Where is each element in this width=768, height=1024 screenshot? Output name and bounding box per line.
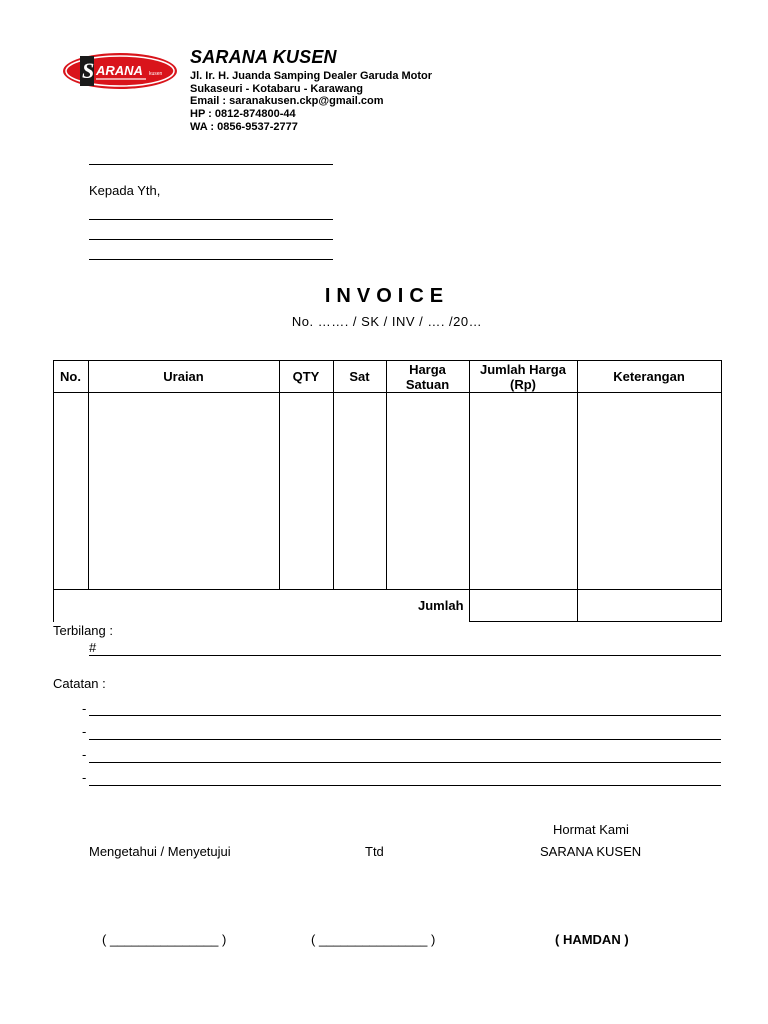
terbilang-line (89, 655, 721, 656)
header-no: No. (60, 369, 81, 384)
signature-blank-1: ( _______________ ) (102, 932, 227, 947)
recipient-line-3 (89, 259, 333, 260)
terbilang-label: Terbilang : (53, 623, 113, 638)
invoice-number: No. ……. / SK / INV / …. /20… (291, 314, 483, 329)
invoice-title: INVOICE (324, 285, 450, 307)
catatan-bullet-1: - (82, 701, 87, 716)
signature-blank-2: ( _______________ ) (311, 932, 436, 947)
ttd-label: Ttd (365, 844, 384, 859)
signatory-name: ( HAMDAN ) (555, 932, 629, 947)
catatan-label: Catatan : (53, 676, 106, 691)
date-line (89, 164, 333, 165)
hormat-kami: Hormat Kami (553, 822, 629, 837)
company-logo (62, 52, 178, 90)
catatan-line-2 (89, 739, 721, 740)
header-sat: Sat (349, 369, 370, 384)
company-address-line-1: Jl. Ir. H. Juanda Samping Dealer Garuda Motor (190, 70, 433, 82)
total-label: Jumlah (418, 598, 464, 613)
svg-text:ARANA: ARANA (96, 63, 143, 78)
recipient-line-1 (89, 219, 333, 220)
header-jumlah-harga: Jumlah Harga (Rp) (480, 361, 566, 392)
company-whatsapp: WA : 0856-9537-2777 (190, 121, 298, 133)
svg-text:kusen: kusen (149, 71, 163, 77)
recipient-label: Kepada Yth, (89, 183, 161, 198)
catatan-line-1 (89, 715, 721, 716)
company-email: Email : saranakusen.ckp@gmail.com (190, 95, 384, 107)
mengetahui-label: Mengetahui / Menyetujui (89, 844, 231, 859)
catatan-line-4 (89, 785, 721, 786)
header-harga-satuan: Harga Satuan (405, 361, 450, 392)
catatan-bullet-2: - (82, 724, 87, 739)
company-address-line-2: Sukaseuri - Kotabaru - Karawang (190, 83, 363, 95)
header-uraian: Uraian (163, 369, 204, 384)
terbilang-prefix: # (89, 640, 97, 655)
signature-company: SARANA KUSEN (540, 844, 642, 859)
catatan-line-3 (89, 762, 721, 763)
catatan-bullet-3: - (82, 747, 87, 762)
recipient-line-2 (89, 239, 333, 240)
catatan-bullet-4: - (82, 770, 87, 785)
header-qty: QTY (292, 369, 320, 384)
svg-text:S: S (82, 58, 95, 83)
company-name: SARANA KUSEN (190, 47, 337, 67)
company-phone: HP : 0812-874800-44 (190, 108, 296, 120)
header-keterangan: Keterangan (613, 369, 685, 384)
